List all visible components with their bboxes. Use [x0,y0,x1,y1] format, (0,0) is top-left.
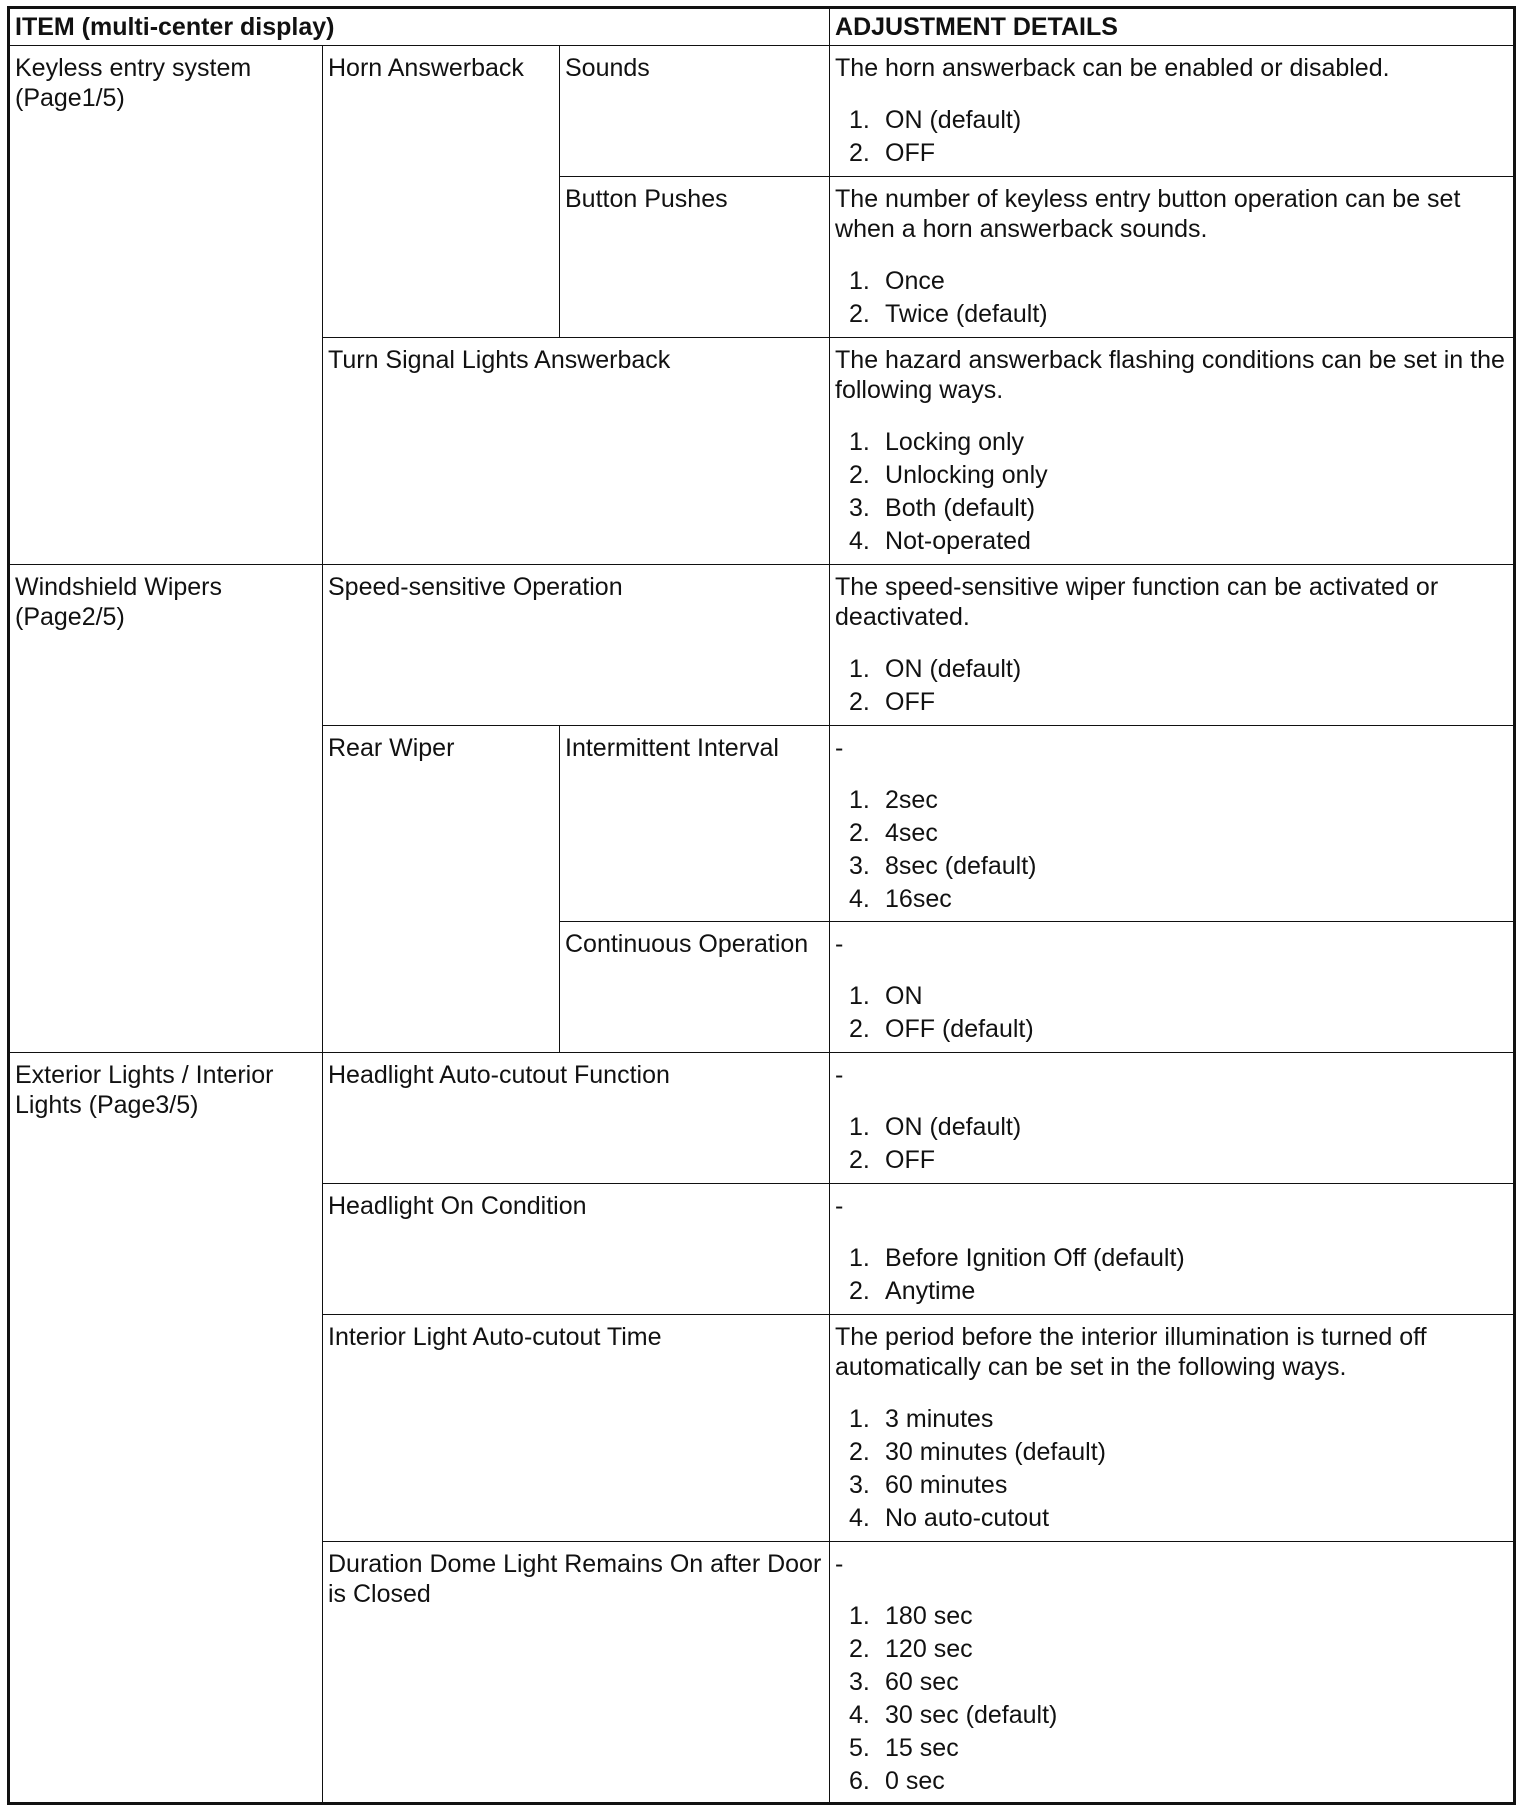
option-list [835,265,1508,331]
details-cell [830,726,1515,922]
option-list [835,1600,1508,1798]
option-item: 3. 60 sec [849,1668,959,1696]
details-text: - [835,1061,844,1089]
option-item: 2. OFF [849,139,936,167]
option-list [835,784,1508,916]
settings-table-document [7,6,1513,1795]
header-row [9,8,1515,46]
option-item: 1. Locking only [849,428,1025,456]
option-item: 2. Unlocking only [849,461,1048,489]
option-item: 4. 30 sec (default) [849,1701,1058,1729]
details-cell [830,177,1515,338]
option-item: 2. OFF [849,688,936,716]
option-item: 2. 120 sec [849,1635,973,1663]
option-item: 4. 16sec [849,885,952,913]
option-item: 2. Anytime [849,1277,976,1305]
item-label: Horn Answerback [323,46,560,338]
header-details: ADJUSTMENT DETAILS [830,8,1515,46]
item-label: Headlight Auto-cutout Function [323,1053,830,1184]
table-row [9,1053,1515,1184]
details-text: The number of keyless entry button operation can be set when a horn answerback sounds. [835,185,1461,243]
option-item: 1. 180 sec [849,1602,973,1630]
option-item: 2. OFF (default) [849,1015,1034,1043]
option-list [835,426,1508,558]
group-label: Windshield Wipers (Page2/5) [9,565,323,1053]
subitem-label: Button Pushes [560,177,830,338]
option-item: 3. 8sec (default) [849,852,1037,880]
option-item: 1. ON [849,982,923,1010]
details-text: - [835,1550,844,1578]
option-item: 6. 0 sec [849,1767,945,1795]
details-cell [830,565,1515,726]
details-cell [830,1184,1515,1315]
item-label: Headlight On Condition [323,1184,830,1315]
item-label: Speed-sensitive Operation [323,565,830,726]
option-list [835,980,1508,1046]
details-text: The horn answerback can be enabled or disabled. [835,54,1390,82]
option-item: 1. Before Ignition Off (default) [849,1244,1185,1272]
details-text: The speed-sensitive wiper function can be activated or deactivated. [835,573,1439,631]
option-list [835,653,1508,719]
option-item: 2. 4sec [849,819,938,847]
table-row [9,565,1515,726]
subitem-label: Sounds [560,46,830,177]
option-item: 5. 15 sec [849,1734,959,1762]
details-text: The hazard answerback flashing conditions can be set in the following ways. [835,346,1505,404]
option-item: 3. 60 minutes [849,1471,1008,1499]
subitem-label: Intermittent Interval [560,726,830,922]
option-item: 2. Twice (default) [849,300,1048,328]
option-item: 1. ON (default) [849,655,1022,683]
details-text: - [835,930,844,958]
item-label: Rear Wiper [323,726,560,1053]
details-text: - [835,734,844,762]
group-label: Exterior Lights / Interior Lights (Page3/5) [9,1053,323,1804]
group-label: Keyless entry system (Page1/5) [9,46,323,565]
option-item: 3. Both (default) [849,494,1036,522]
details-cell [830,1315,1515,1542]
option-list [835,1403,1508,1535]
option-list [835,104,1508,170]
subitem-label: Continuous Operation [560,922,830,1053]
option-item: 2. 30 minutes (default) [849,1438,1106,1466]
details-cell [830,922,1515,1053]
details-cell [830,1542,1515,1804]
details-text: - [835,1192,844,1220]
option-item: 1. 2sec [849,786,938,814]
table-row [9,46,1515,177]
option-list [835,1111,1508,1177]
details-cell [830,338,1515,565]
details-text: The period before the interior illumination is turned off automatically can be set in the following ways. [835,1323,1427,1381]
option-item: 1. ON (default) [849,106,1022,134]
item-label: Duration Dome Light Remains On after Door is Closed [323,1542,830,1804]
details-cell [830,1053,1515,1184]
option-item: 1. 3 minutes [849,1405,994,1433]
option-item: 2. OFF [849,1146,936,1174]
details-cell [830,46,1515,177]
option-item: 1. ON (default) [849,1113,1022,1141]
adjustment-table [7,6,1516,1805]
option-item: 1. Once [849,267,945,295]
item-label: Interior Light Auto-cutout Time [323,1315,830,1542]
item-label: Turn Signal Lights Answerback [323,338,830,565]
option-item: 4. Not-operated [849,527,1031,555]
option-list [835,1242,1508,1308]
header-item: ITEM (multi-center display) [9,8,830,46]
option-item: 4. No auto-cutout [849,1504,1050,1532]
